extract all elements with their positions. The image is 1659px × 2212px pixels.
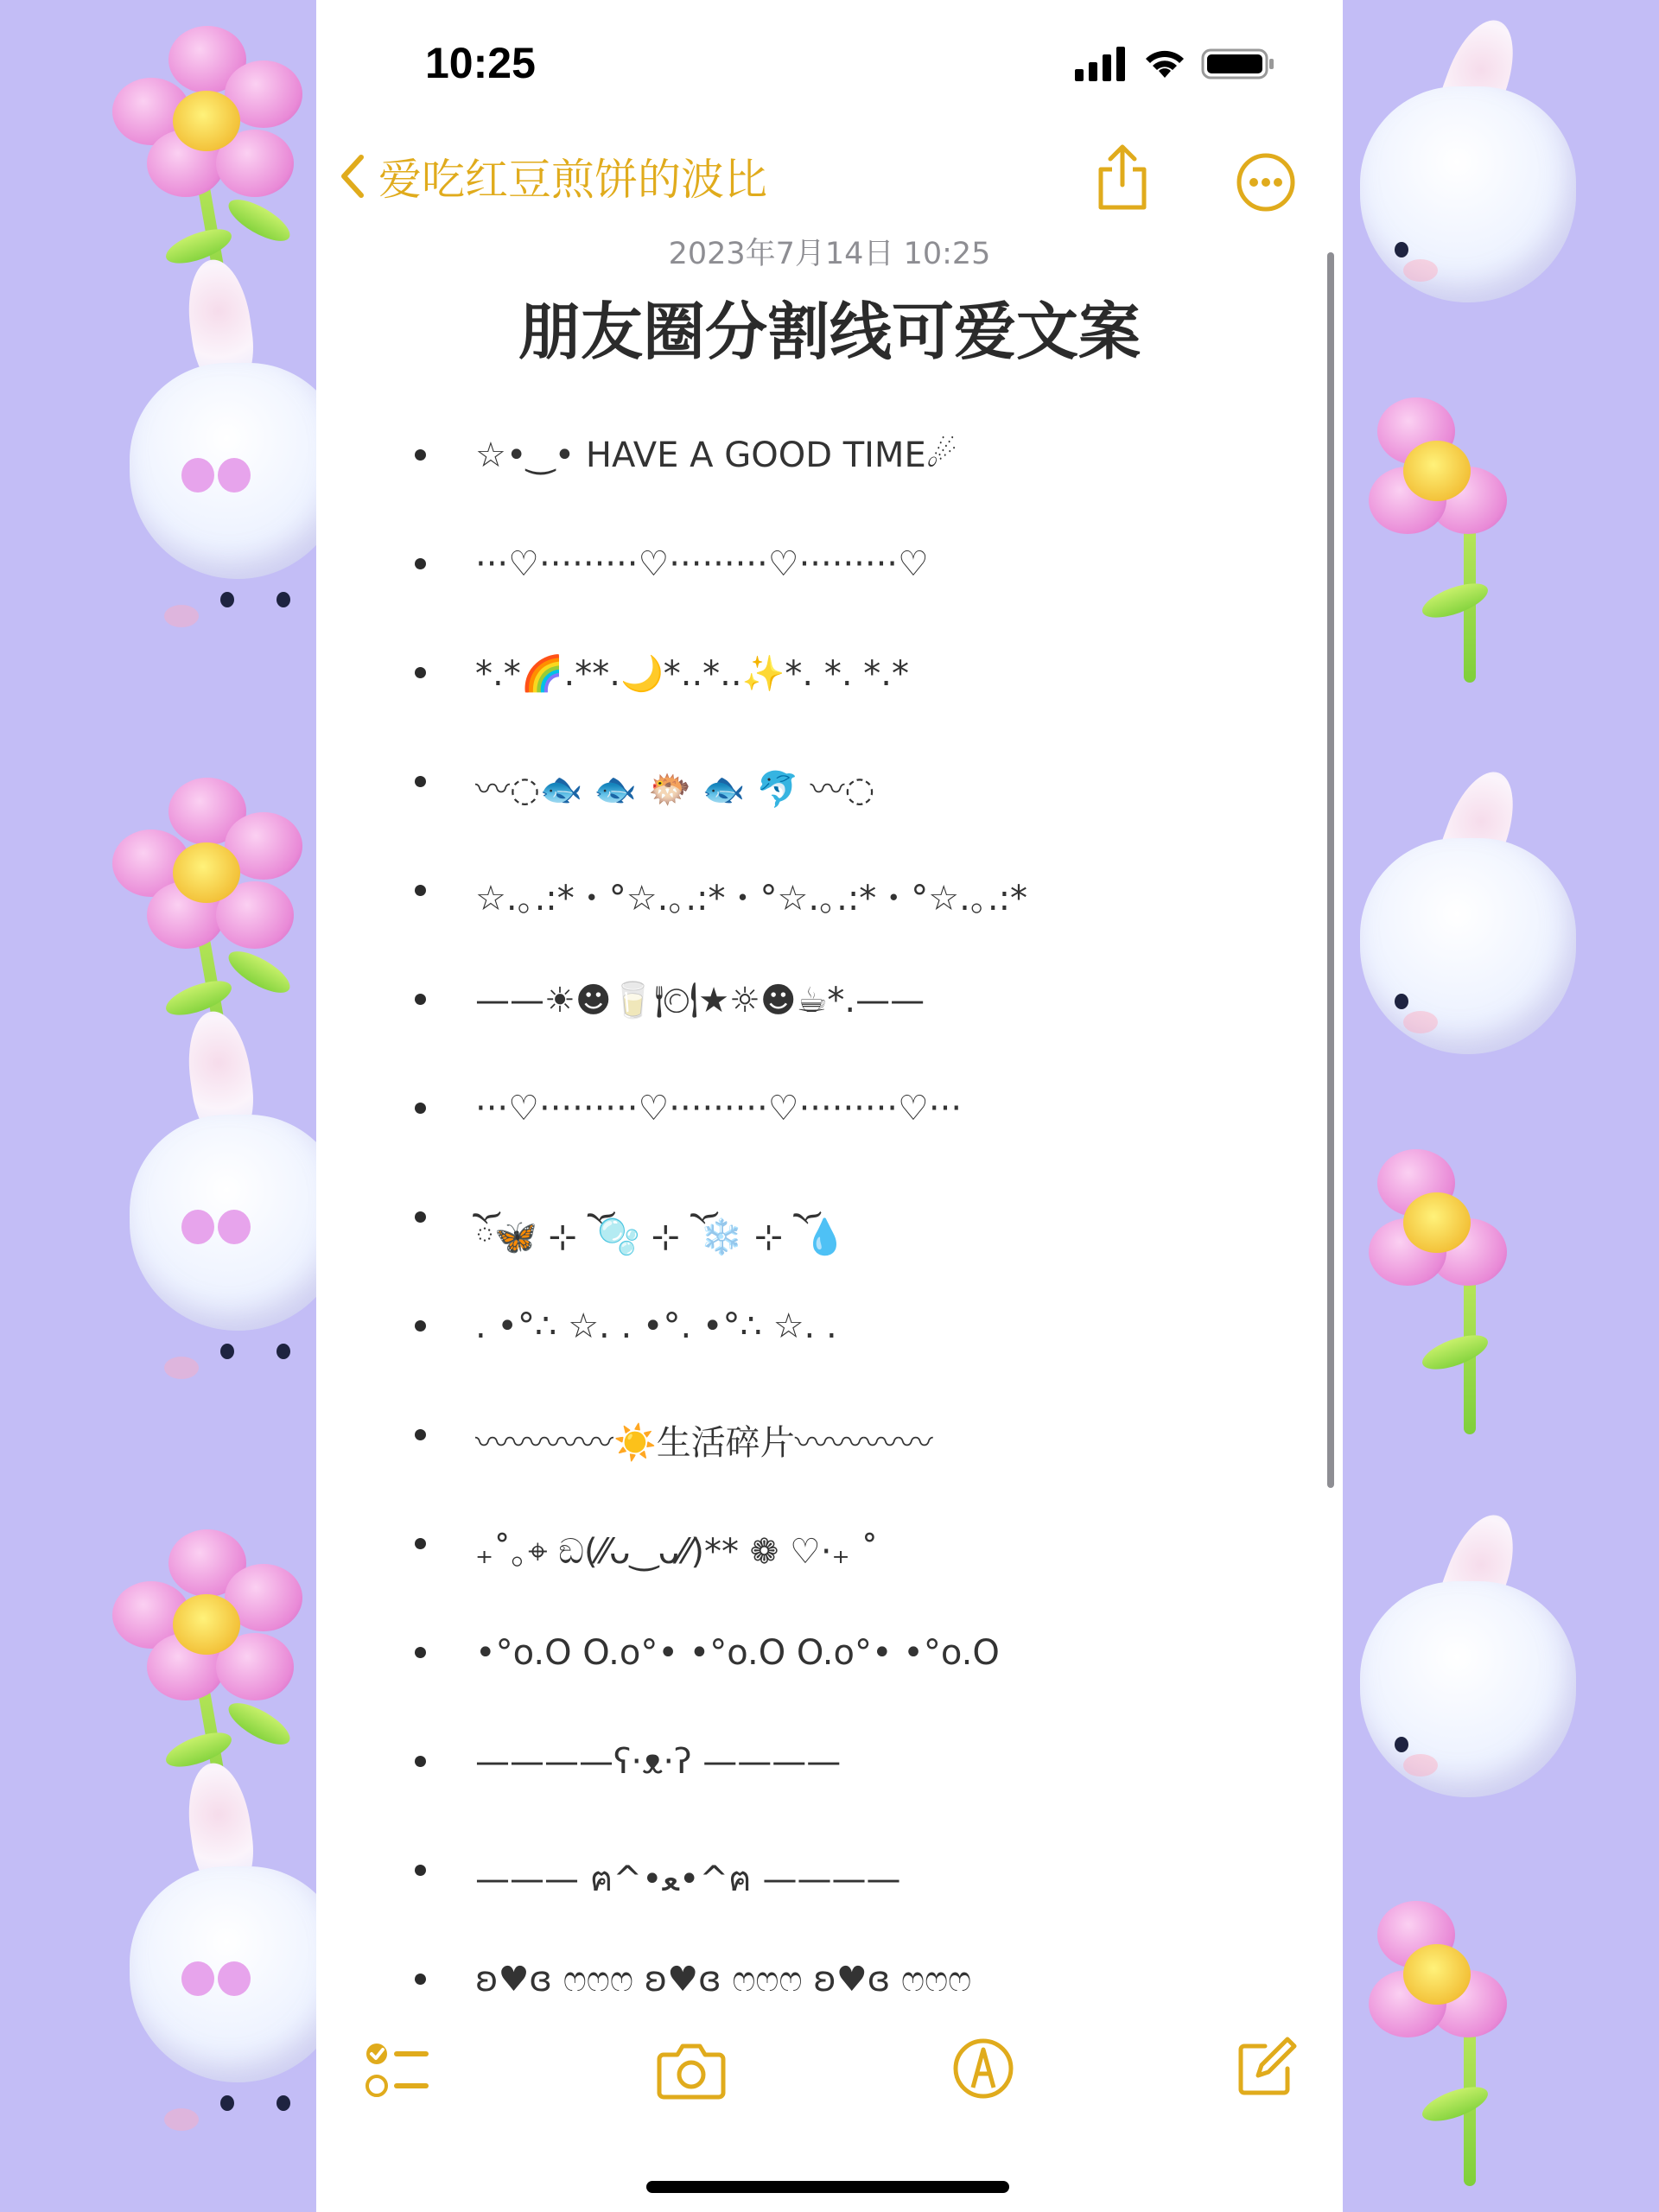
list-item-text: ···♡·········♡·········♡·········♡ bbox=[475, 544, 929, 584]
list-item-text: 〰◌🐟 🐟 🐡 🐟 🐬 〰◌ bbox=[475, 770, 875, 810]
bullet-dot bbox=[415, 1538, 426, 1549]
list-item[interactable] bbox=[415, 1621, 1279, 1730]
list-item[interactable] bbox=[415, 1839, 1279, 1948]
list-item-text: ——— ฅ^•ﻌ•^ฅ ———— bbox=[475, 1859, 901, 1899]
list-item-text: 〰〰〰〰☀️生活碎片〰〰〰〰 bbox=[475, 1423, 933, 1463]
bullet-dot bbox=[415, 1429, 426, 1440]
note-date: 2023年7月14日 10:25 bbox=[668, 237, 991, 271]
list-item[interactable] bbox=[415, 532, 1279, 641]
bullet-dot bbox=[415, 1647, 426, 1658]
list-item[interactable] bbox=[415, 859, 1279, 968]
list-item[interactable] bbox=[415, 968, 1279, 1077]
wifi-icon bbox=[1142, 47, 1187, 81]
home-indicator[interactable] bbox=[646, 2181, 1009, 2193]
list-item[interactable] bbox=[415, 750, 1279, 859]
bottom-toolbar bbox=[316, 2022, 1343, 2126]
bullet-dot bbox=[415, 885, 426, 896]
scrollbar[interactable] bbox=[1327, 252, 1334, 1488]
list-item-text: ʚ♥ɞ ෆෆෆ ʚ♥ɞ ෆෆෆ ʚ♥ɞ ෆෆෆ bbox=[475, 1960, 972, 1999]
bullet-dot bbox=[415, 1211, 426, 1223]
bullet-dot bbox=[415, 776, 426, 787]
list-item-text: ——☀☻🥛🍽★☼☻☕*.—— bbox=[475, 981, 925, 1020]
bullet-dot bbox=[415, 1103, 426, 1114]
list-item[interactable] bbox=[415, 1077, 1279, 1185]
bullet-dot bbox=[415, 558, 426, 569]
list-item[interactable] bbox=[415, 1185, 1279, 1294]
chevron-left-icon bbox=[337, 152, 366, 200]
compose-button[interactable] bbox=[1236, 2036, 1298, 2101]
bullet-dot bbox=[415, 449, 426, 461]
notes-screen bbox=[316, 0, 1343, 2212]
ellipsis-circle-icon bbox=[1236, 152, 1296, 213]
camera-button[interactable] bbox=[657, 2041, 726, 2103]
flower-decoration bbox=[1395, 1884, 1602, 2169]
list-item[interactable] bbox=[415, 1294, 1279, 1403]
wallpaper-left bbox=[0, 0, 316, 2212]
list-item-text: *.*🌈.**.🌙*..*..✨*. *. *.* bbox=[475, 654, 909, 694]
bullet-dot bbox=[415, 1756, 426, 1767]
compose-icon bbox=[1236, 2036, 1298, 2098]
list-item[interactable] bbox=[415, 1512, 1279, 1621]
note-body-list[interactable] bbox=[415, 423, 1279, 2056]
back-button[interactable] bbox=[337, 145, 767, 207]
share-icon bbox=[1094, 143, 1151, 213]
list-item-text: ☆.｡.:*・°☆.｡.:*・°☆.｡.:*・°☆.｡.:* bbox=[475, 879, 1028, 918]
flower-decoration bbox=[1395, 1132, 1602, 1417]
list-item-text: ☆•‿• HAVE A GOOD TIME☄ bbox=[475, 435, 957, 475]
list-item-text: ོ🦋 ⊹ ོ 🫧 ⊹ ོ ❄️ ⊹ ོ 💧 bbox=[475, 1217, 847, 1257]
list-item[interactable] bbox=[415, 1730, 1279, 1839]
list-item[interactable] bbox=[415, 423, 1279, 532]
list-item[interactable] bbox=[415, 1403, 1279, 1512]
note-title[interactable]: 朋友圈分割线可爱文案 bbox=[518, 296, 1141, 368]
list-item[interactable] bbox=[415, 641, 1279, 750]
wallpaper-right bbox=[1343, 0, 1659, 2212]
more-button[interactable] bbox=[1236, 152, 1296, 216]
bullet-dot bbox=[415, 667, 426, 678]
share-button[interactable] bbox=[1094, 143, 1151, 216]
bullet-dot bbox=[415, 994, 426, 1005]
list-item-text: ···♡·········♡·········♡·········♡··· bbox=[475, 1089, 963, 1128]
flower-decoration bbox=[1395, 380, 1602, 665]
markup-pen-icon bbox=[952, 2037, 1014, 2100]
bullet-dot bbox=[415, 1865, 426, 1876]
list-item-text: ₊˚｡⌖ ඞ(⁄⁄ᴗ‿ᴗ⁄⁄)** ❁ ♡·₊ ˚ bbox=[475, 1532, 879, 1572]
camera-icon bbox=[657, 2041, 726, 2100]
list-item-text: ————ʕ·ᴥ·ʔ ———— bbox=[475, 1742, 842, 1782]
back-label: 爱吃红豆煎饼的波比 bbox=[378, 155, 767, 205]
markup-button[interactable] bbox=[952, 2037, 1014, 2103]
cellular-signal-icon bbox=[1075, 47, 1128, 81]
checklist-icon bbox=[365, 2039, 430, 2101]
battery-icon bbox=[1201, 47, 1275, 81]
status-icons bbox=[1075, 47, 1275, 81]
list-item-text: . •°∴ ☆. . •°. •°∴ ☆. . bbox=[475, 1306, 837, 1346]
bullet-dot bbox=[415, 1974, 426, 1985]
list-item-text: •°o.O O.o°• •°o.O O.o°• •°o.O bbox=[475, 1633, 1000, 1673]
checklist-button[interactable] bbox=[365, 2039, 430, 2105]
status-time: 10:25 bbox=[425, 39, 536, 87]
bullet-dot bbox=[415, 1320, 426, 1332]
